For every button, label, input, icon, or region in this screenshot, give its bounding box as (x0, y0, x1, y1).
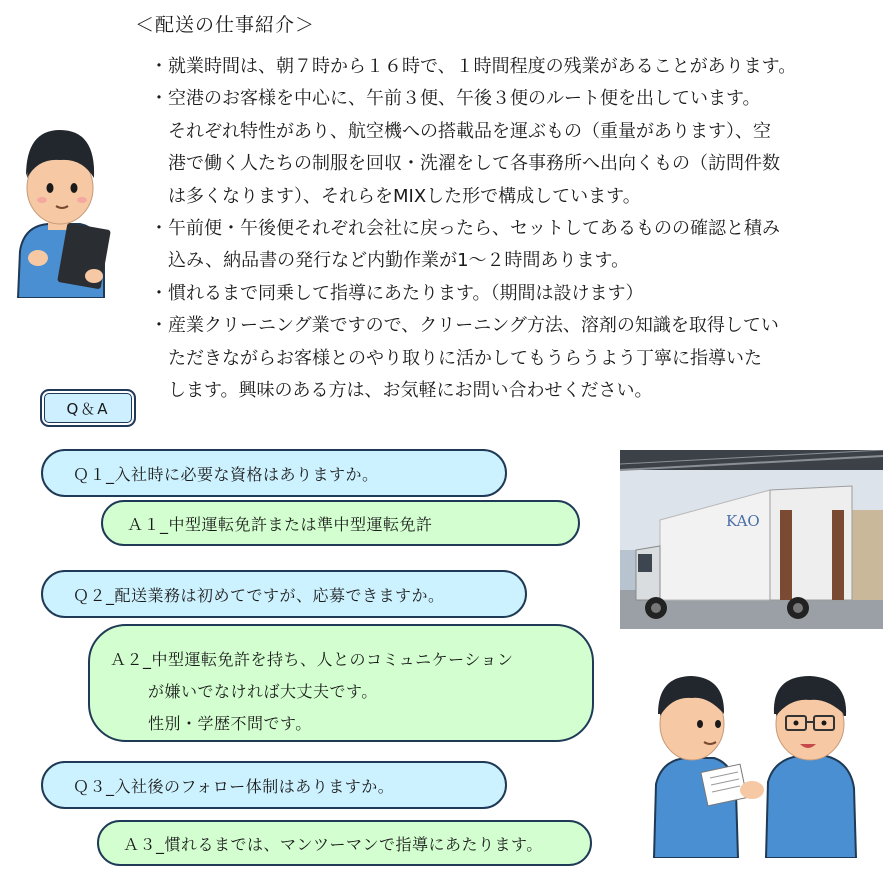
delivery-truck-photo (620, 450, 883, 629)
bullet: ・ (150, 315, 168, 337)
answer-2-text: Ａ２_中型運転免許を持ち、人とのコミュニケーション (110, 650, 514, 669)
list-item-text: は多くなります）、それらをMIXした形で構成しています。 (168, 185, 641, 207)
list-item (150, 213, 870, 278)
section-heading: ＜配送の仕事紹介＞ (135, 14, 316, 36)
bullet: ・ (150, 218, 168, 240)
list-item (150, 83, 870, 213)
list-item-text: 空港のお客様を中心に、午前３便、午後３便のルート便を出しています。 (168, 88, 761, 110)
list-item-text: 午前便・午後便それぞれ会社に戻ったら、セットしてあるものの確認と積み (168, 218, 780, 240)
qa-label: Q＆A (40, 389, 136, 427)
list-item (150, 310, 870, 407)
two-workers-illustration (648, 672, 860, 858)
list-item-text: 慣れるまで同乗して指導にあたります。（期間は設けます） (168, 282, 644, 304)
list-item-text: それぞれ特性があり、航空機への搭載品を運ぶもの（重量があります）、空 (168, 120, 771, 142)
list-item-text: 就業時間は、朝７時から１６時で、１時間程度の残業があることがあります。 (168, 56, 797, 77)
list-item-text: ただきながらお客様とのやり取りに活かしてもうらうよう丁寧に指導いた (168, 347, 762, 369)
list-item (150, 51, 870, 83)
truck-logo: KAO (726, 512, 760, 530)
bullet: ・ (150, 56, 168, 77)
answer-1-bubble: Ａ１_中型運転免許または準中型運転免許 (101, 500, 580, 546)
question-2-bubble: Ｑ２_配送業務は初めてですが、応募できますか。 (41, 570, 527, 618)
person-with-clipboard-illustration (8, 126, 113, 298)
list-item (150, 278, 870, 310)
bullet: ・ (150, 282, 168, 304)
answer-2-text: が嫌いでなければ大丈夫です。 (148, 682, 378, 701)
list-item-text: します。興味のある方は、お気軽にお問い合わせください。 (168, 380, 653, 402)
list-item-text: 港で働く人たちの制服を回収・洗濯をして各事務所へ出向くもの（訪問件数 (168, 153, 780, 175)
bullet: ・ (150, 88, 168, 110)
question-3-bubble: Ｑ３_入社後のフォロー体制はありますか。 (41, 761, 507, 809)
answer-2-text: 性別・学歴不問です。 (148, 714, 312, 733)
list-item-text: 産業クリーニング業ですので、クリーニング方法、溶剤の知識を取得してい (168, 315, 779, 337)
question-1-bubble: Ｑ１_入社時に必要な資格はありますか。 (41, 449, 507, 497)
answer-2-bubble (88, 624, 594, 742)
job-description-list (150, 51, 870, 407)
list-item-text: 込み、納品書の発行など内勤作業が1～２時間あります。 (168, 250, 630, 272)
answer-3-bubble: Ａ３_慣れるまでは、マンツーマンで指導にあたります。 (97, 820, 592, 866)
